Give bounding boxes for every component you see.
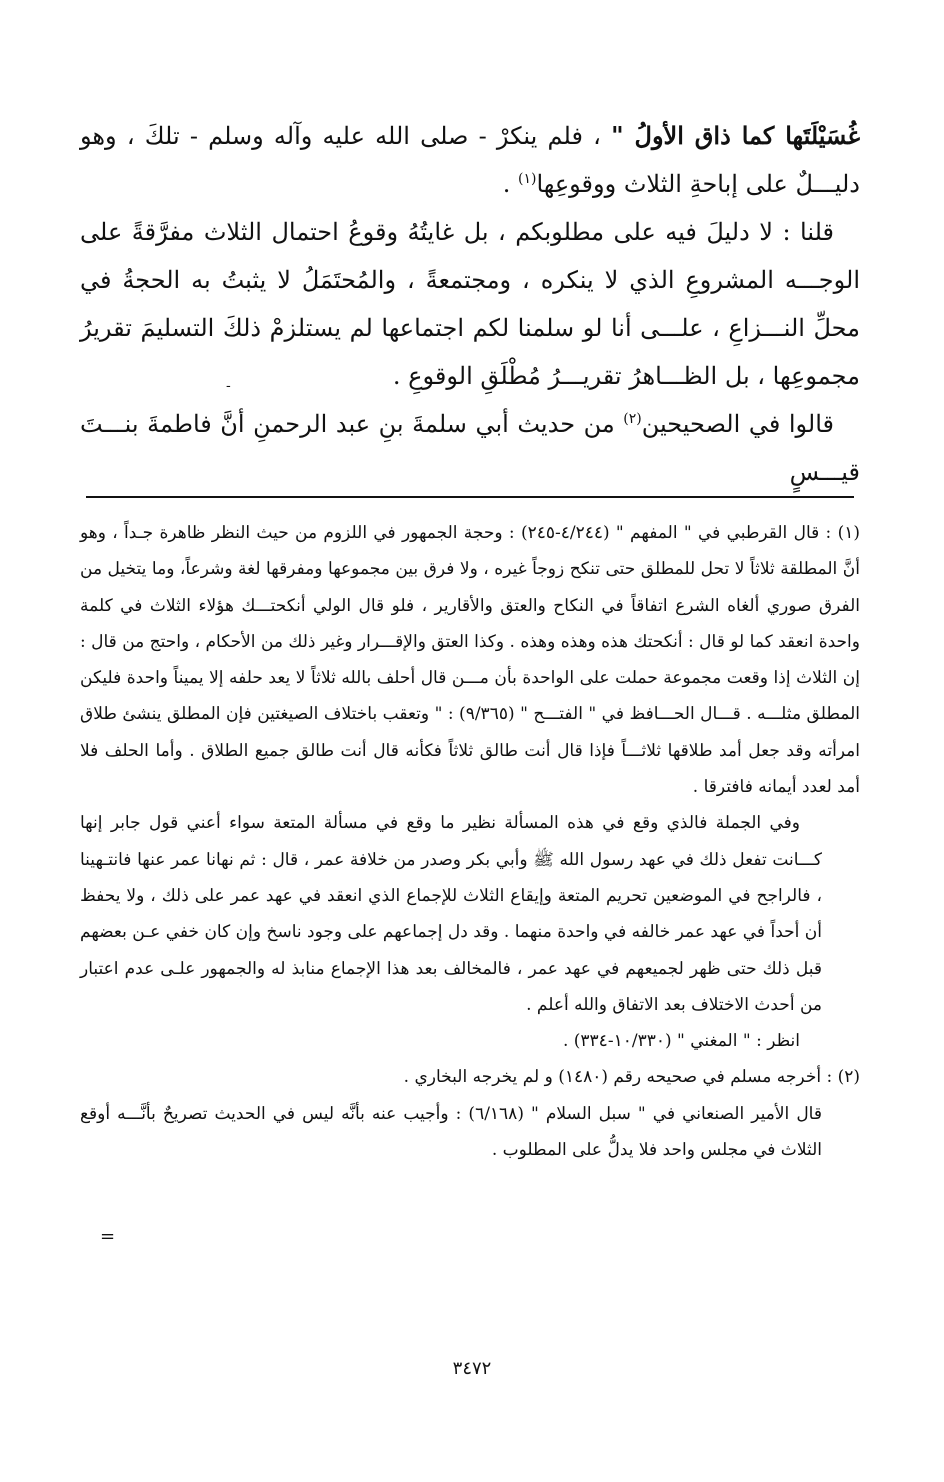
footnote-text: قال القرطبي في " المفهم " (٤/٢٤٤-٢٤٥) : وحجة الجمهور في اللزوم من حيث النظر ظاهرة جـداً ، وهو أنَّ المطلقة ثلاثاً لا تحل للمطلق حتى تنكح زوجاً غيره ، ولا فرق بين مجموعها ومفرقها لغة وشرعاً، وما يتخيل من الفرق صوري ألغاه الشرع اتفاقاً في النكاح والعتق والأقارير ، فلو قال الولي أنكحتـــك هؤلاء الثلاث في كلمة واحدة انعقد كما لو قال : أنكحتك هذه وهذه وهذه . وكذا العتق والإقـــرار وغير ذلك من الأحكام ، واحتج من قال : إن الثلاث إذا وقعت مجموعة حملت على الواحدة بأن مـــن قال أحلف بالله ثلاثاً لا يعد حلفه إلا يميناً واحدة فليكن المطلق مثلـــه . قـــال الحـــافظ في " الفتـــح " (٩/٣٦٥) : " وتعقب باختلاف الصيغتين فإن المطلق ينشئ طلاق امرأته وقد جعل أمد طلاقها ثلاثـــاً فإذا قال أنت طالق ثلاثاً فكأنه قال أنت طالق جميع الطلاق . وأما الحلف فلا أمد لعدد أيمانه فافترقا . xyxy=(80,523,860,798)
continuation-mark: = xyxy=(100,1226,116,1247)
footnote-number: (١) : xyxy=(819,523,861,543)
page-number: ٣٤٧٢ xyxy=(452,1358,492,1379)
footnotes xyxy=(80,515,860,1168)
footnote-ref-1: (١) xyxy=(517,171,537,187)
footnote-2-paragraph-2: قال الأمير الصنعاني في " سبل السلام " (٦/١٦٨) : وأجيب عنه بأنَّه ليس في الحديث تصريحٌ بأنَّـــه أوقع الثلاث في مجلس واحد فلا يدلُّ على المطلوب . xyxy=(80,1103,822,1161)
footnote-separator xyxy=(86,496,854,498)
stray-dash-mark: - xyxy=(226,378,231,394)
footnote-2 xyxy=(80,1059,860,1095)
footnote-number: (٢) : xyxy=(821,1067,860,1088)
footnote-text: أخرجه مسلم في صحيحه رقم (١٤٨٠) و لم يخرجه البخاري . xyxy=(403,1067,822,1088)
paragraph-text: قالوا في الصحيحين xyxy=(641,410,835,438)
footnote-1-reference: انظر : " المغني " (١٠/٣٣٠-٣٣٤) . xyxy=(562,1031,800,1052)
hadith-quote: غُسَيْلَتَها كما ذاق الأولُ " xyxy=(611,121,860,150)
main-paragraph-1 xyxy=(80,112,860,208)
main-text xyxy=(80,112,860,496)
main-paragraph-2: قلنا : لا دليلَ فيه على مطلوبكم ، بل غايتُهُ وقوعُ احتمال الثلاث مفرَّقةً على الوجـــه المشروعِ الذي لا ينكره ، ومجتمعةً ، والمُحتَمَلُ لا يثبتُ به الحجةُ في محلِّ النـــزاعِ ، علـــى أنا لو سلمنا لكم اجتماعها لم يستلزمْ ذلكَ التسليمَ تقريرُ مجموعِها ، بل الظـــاهرُ تقريـــرُ مُطْلَقِ الوقوعِ . xyxy=(80,218,860,390)
footnote-ref-2: (٢) xyxy=(623,411,642,427)
paragraph-text: ، فلم ينكرْ - صلى الله عليه وآله وسلم - تلكَ ، وهو دليـــلٌ على إباحةِ الثلاث ووقوعِها xyxy=(80,122,860,198)
footnote-1 xyxy=(80,515,860,805)
paragraph-end: . xyxy=(502,170,518,198)
footnote-1-paragraph-2: وفي الجملة فالذي وقع في هذه المسألة نظير ما وقع في مسألة المتعة سواء أعني قول جابر إنها كـــانت تفعل ذلك في عهد رسول الله ﷺ وأبي بكر وصدر من خلافة عمر ، قال : ثم نهانا عمر عنها فانتـهينا ، فالراجح في الموضعين تحريم المتعة وإيقاع الثلاث للإجماع الذي انعقد في عهد عمر على ذلك ، ولا يحفظ أن أحداً في عهد عمر خالفه في واحدة منهما . وقد دل إجماعهم على وجود ناسخ وإن كان خفي عـن بعضهم قبل ذلك حتى ظهر لجميعهم في عهد عمر ، فالمخالف بعد هذا الإجماع منابذ له والجمهور علـى عدم اعتبار من أحدث الاختلاف بعد الاتفاق والله أعلم . xyxy=(80,813,822,1015)
paragraph-text: من حديث أبي سلمةَ بنِ عبد الرحمنِ أنَّ فاطمةَ بنـــتَ قيـــسٍ xyxy=(80,410,860,486)
main-paragraph-3 xyxy=(80,400,860,496)
